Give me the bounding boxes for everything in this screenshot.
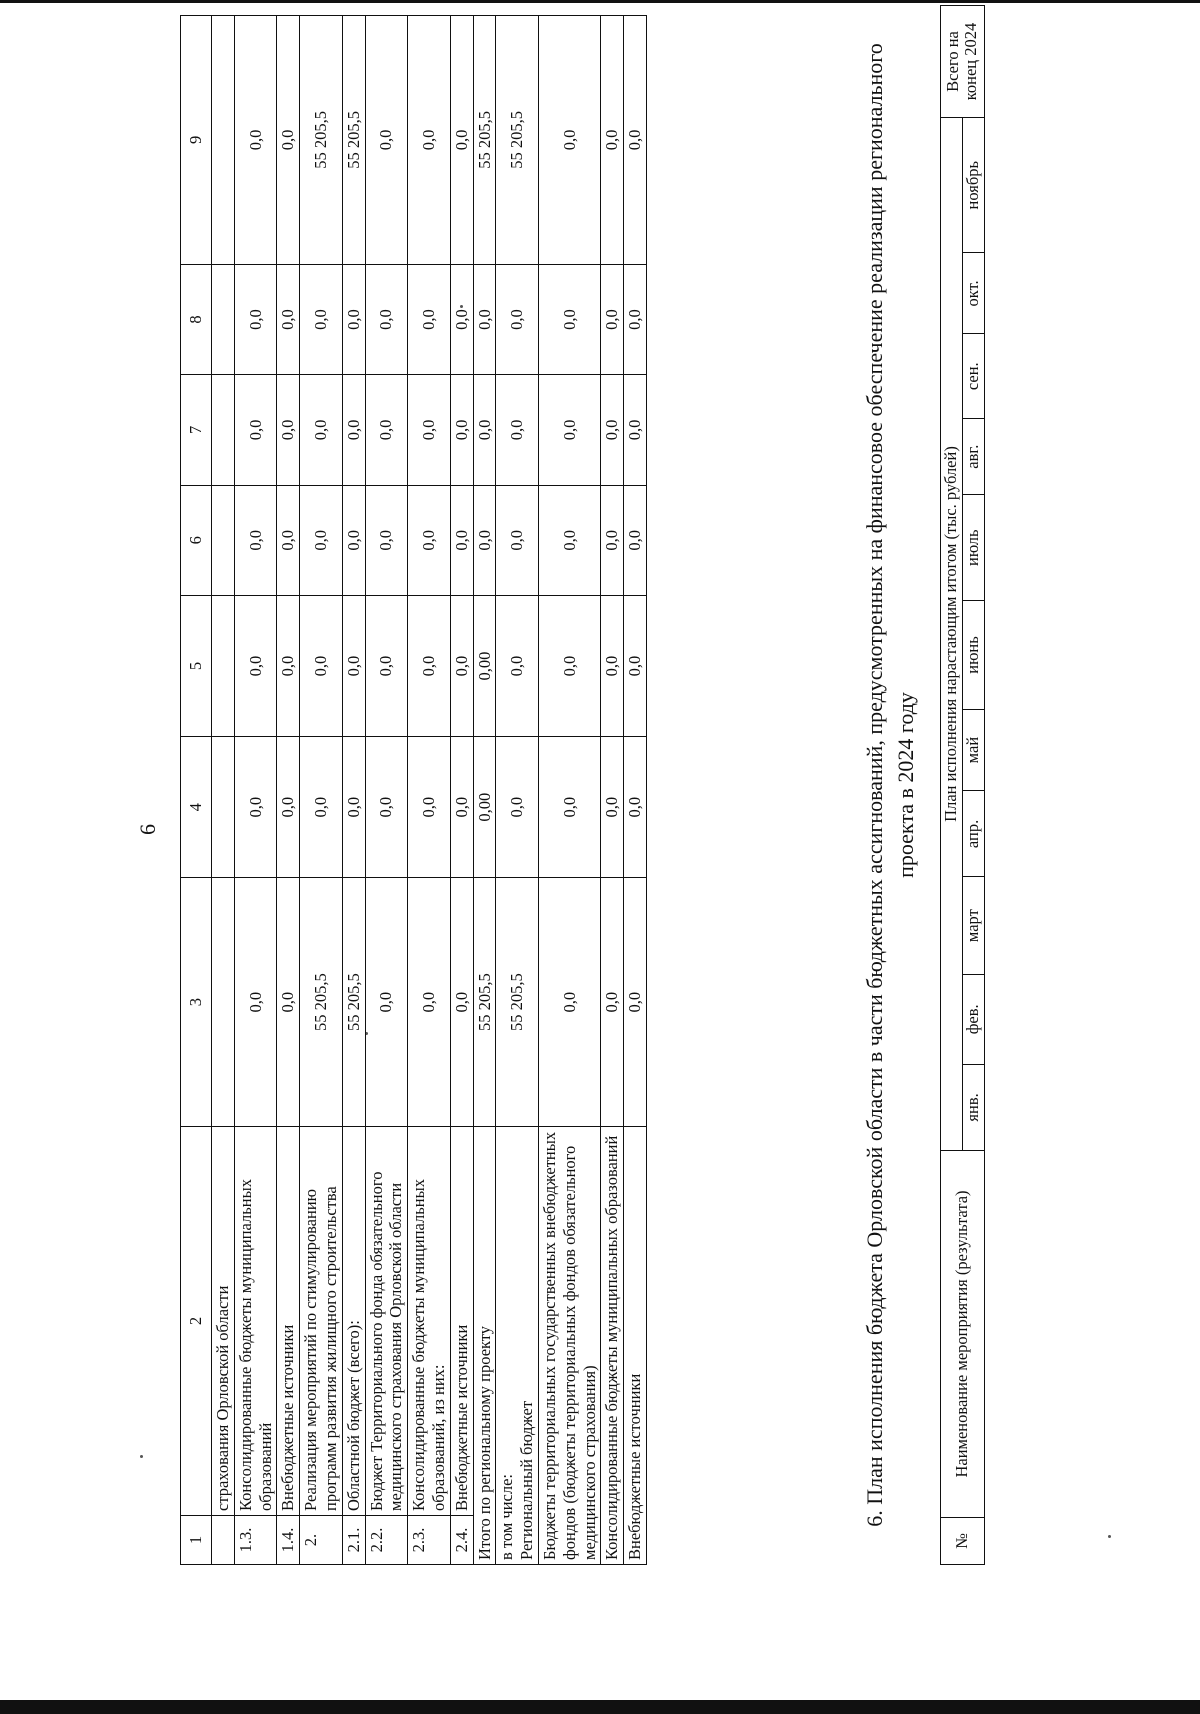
value-cell: 0,0 xyxy=(601,375,624,485)
value-cell: 0,0 xyxy=(234,375,277,485)
value-cell: 0,0 xyxy=(300,264,343,374)
row-name: Реализация мероприятий по стимулированию программ развития жилищного строительства xyxy=(300,1127,343,1516)
value-cell: 0,0 xyxy=(408,737,451,878)
value-cell: 0,0 xyxy=(234,485,277,595)
plan-table xyxy=(940,5,985,1565)
scan-speck xyxy=(1108,1535,1111,1538)
value-cell xyxy=(212,485,235,595)
page-number: 6 xyxy=(135,824,160,835)
value-cell: 0,0 xyxy=(601,737,624,878)
value-cell: 0,0 xyxy=(601,16,624,265)
value-cell: 0,0 xyxy=(624,375,647,485)
value-cell: 0,0 xyxy=(624,485,647,595)
total-row xyxy=(473,16,496,1565)
row-name: Консолидированные бюджеты муниципальных образований, из них: xyxy=(408,1127,451,1516)
row-name: Внебюджетные источники xyxy=(624,1127,647,1565)
value-cell: 0,0 xyxy=(473,375,496,485)
value-cell: 0,0 xyxy=(365,375,408,485)
value-cell: 0,0 xyxy=(408,595,451,736)
row-number: 2.2. xyxy=(365,1516,408,1565)
value-cell: 0,0 xyxy=(277,375,300,485)
value-cell: 0,0 xyxy=(365,485,408,595)
value-cell: 0,0 xyxy=(342,485,365,595)
table-row xyxy=(624,16,647,1565)
column-number-header: 9 xyxy=(181,16,212,265)
value-cell: 0,0 xyxy=(450,595,473,736)
column-number-header: 6 xyxy=(181,485,212,595)
value-cell: 0,0 xyxy=(365,878,408,1127)
column-number-header: 1 xyxy=(181,1516,212,1565)
table-row xyxy=(212,16,235,1565)
month-header: июль xyxy=(962,495,984,601)
value-cell: 0,0 xyxy=(408,264,451,374)
row-number: 2.4. xyxy=(450,1516,473,1565)
month-header: май xyxy=(962,709,984,791)
table-header-row xyxy=(181,16,212,1565)
value-cell: 0,0 xyxy=(496,264,539,374)
value-cell: 0,0 xyxy=(365,264,408,374)
row-name: в том числе: Региональный бюджет xyxy=(496,1127,539,1565)
value-cell xyxy=(212,16,235,265)
column-number-header: 7 xyxy=(181,375,212,485)
scan-edge-top xyxy=(0,0,1200,3)
month-header: ноябрь xyxy=(962,118,984,253)
value-cell: 0,0 xyxy=(450,737,473,878)
row-name: Итого по региональному проекту xyxy=(473,1127,496,1565)
value-cell: 0,0 xyxy=(538,878,600,1127)
value-cell: 0,0 xyxy=(538,485,600,595)
month-header: авг. xyxy=(962,419,984,495)
table-row xyxy=(538,16,600,1565)
value-cell xyxy=(212,737,235,878)
value-cell: 0,0 xyxy=(496,375,539,485)
value-cell: 55 205,5 xyxy=(473,878,496,1127)
value-cell: 0,0 xyxy=(450,264,473,374)
row-name: страхования Орловской области xyxy=(212,1127,235,1516)
month-header: март xyxy=(962,877,984,974)
month-header: окт. xyxy=(962,253,984,334)
value-cell: 0,0 xyxy=(234,264,277,374)
row-number: 2.1. xyxy=(342,1516,365,1565)
value-cell: 55 205,5 xyxy=(473,16,496,265)
value-cell xyxy=(212,878,235,1127)
column-number-header: 8 xyxy=(181,264,212,374)
month-header: янв. xyxy=(962,1064,984,1150)
value-cell: 0,0 xyxy=(277,485,300,595)
value-cell: 0,0 xyxy=(365,595,408,736)
value-cell: 0,0 xyxy=(601,264,624,374)
activity-name-header: Наименование мероприятия (результата) xyxy=(941,1151,985,1518)
value-cell: 0,0 xyxy=(234,16,277,265)
plan-execution-header: План исполнения нарастающим итогом (тыс. рублей) xyxy=(941,118,963,1151)
value-cell: 0,0 xyxy=(300,485,343,595)
column-number-header: 5 xyxy=(181,595,212,736)
row-number: 2.3. xyxy=(408,1516,451,1565)
value-cell: 0,0 xyxy=(365,16,408,265)
year-end-total-header: Всего на конец 2024 xyxy=(941,6,985,118)
budget-table xyxy=(180,15,647,1565)
value-cell: 0,0 xyxy=(277,16,300,265)
value-cell: 0,0 xyxy=(342,264,365,374)
value-cell: 0,0 xyxy=(538,595,600,736)
row-number xyxy=(212,1516,235,1565)
value-cell: 0,0 xyxy=(300,737,343,878)
value-cell: 0,0 xyxy=(234,595,277,736)
value-cell: 0,0 xyxy=(538,737,600,878)
value-cell: 0,00 xyxy=(473,737,496,878)
value-cell: 0,0 xyxy=(450,485,473,595)
row-number: 1.3. xyxy=(234,1516,277,1565)
table-row xyxy=(342,16,365,1565)
value-cell: 0,0 xyxy=(342,375,365,485)
table-row xyxy=(408,16,451,1565)
row-name: Областной бюджет (всего): xyxy=(342,1127,365,1516)
section-title: 6. План исполнения бюджета Орловской области в части бюджетных ассигнований, предусмотренных на финансовое обеспечение реализации регионального проекта в 2024 году xyxy=(862,43,918,1527)
value-cell: 0,0 xyxy=(601,878,624,1127)
value-cell: 0,0 xyxy=(496,485,539,595)
value-cell: 0,0 xyxy=(496,595,539,736)
value-cell: 0,0 xyxy=(624,264,647,374)
row-name: Консолидированные бюджеты муниципальных образований xyxy=(234,1127,277,1516)
column-number-header: 4 xyxy=(181,737,212,878)
value-cell: 0,0 xyxy=(300,375,343,485)
value-cell: 0,0 xyxy=(277,595,300,736)
table-row xyxy=(365,16,408,1565)
column-number-header: 3 xyxy=(181,878,212,1127)
value-cell: 0,0 xyxy=(538,264,600,374)
value-cell: 0,0 xyxy=(234,878,277,1127)
month-header: июнь xyxy=(962,601,984,710)
value-cell: 0,0 xyxy=(601,595,624,736)
number-header: № xyxy=(941,1518,985,1565)
row-name: Внебюджетные источники xyxy=(277,1127,300,1516)
row-number: 2. xyxy=(300,1516,343,1565)
rotated-page-content xyxy=(135,5,1055,1565)
value-cell: 55 205,5 xyxy=(342,878,365,1127)
value-cell: 0,0 xyxy=(277,737,300,878)
value-cell: 0,0 xyxy=(342,737,365,878)
value-cell: 0,00 xyxy=(473,595,496,736)
value-cell: 0,0 xyxy=(538,375,600,485)
value-cell: 0,0 xyxy=(365,737,408,878)
month-header: фев. xyxy=(962,974,984,1064)
column-number-header: 2 xyxy=(181,1127,212,1516)
value-cell xyxy=(212,375,235,485)
table-row xyxy=(496,16,539,1565)
value-cell: 0,0 xyxy=(450,878,473,1127)
value-cell: 55 205,5 xyxy=(496,878,539,1127)
value-cell: 0,0 xyxy=(473,485,496,595)
value-cell: 0,0 xyxy=(277,878,300,1127)
value-cell: 0,0 xyxy=(450,16,473,265)
value-cell: 0,0 xyxy=(342,595,365,736)
value-cell: 0,0 xyxy=(624,16,647,265)
value-cell: 55 205,5 xyxy=(300,878,343,1127)
value-cell: 0,0 xyxy=(277,264,300,374)
table-row xyxy=(601,16,624,1565)
table-row xyxy=(450,16,473,1565)
row-name: Внебюджетные источники xyxy=(450,1127,473,1516)
value-cell: 55 205,5 xyxy=(342,16,365,265)
row-name: Бюджеты территориальных государственных внебюджетных фондов (бюджеты территориальных фондов обязательного медицинского страхования) xyxy=(538,1127,600,1565)
value-cell: 0,0 xyxy=(496,737,539,878)
value-cell: 0,0 xyxy=(601,485,624,595)
value-cell: 0,0 xyxy=(624,878,647,1127)
value-cell: 0,0 xyxy=(408,485,451,595)
value-cell: 0,0 xyxy=(234,737,277,878)
month-header: апр. xyxy=(962,791,984,877)
table-row xyxy=(277,16,300,1565)
plan-header-row xyxy=(941,6,963,1565)
month-header: сен. xyxy=(962,334,984,419)
table-row xyxy=(300,16,343,1565)
row-name: Консолидированные бюджеты муниципальных образований xyxy=(601,1127,624,1565)
value-cell: 0,0 xyxy=(300,595,343,736)
row-name: Бюджет Территориального фонда обязательного медицинского страхования Орловской области xyxy=(365,1127,408,1516)
value-cell xyxy=(212,264,235,374)
value-cell: 0,0 xyxy=(538,16,600,265)
value-cell: 0,0 xyxy=(473,264,496,374)
value-cell xyxy=(212,595,235,736)
value-cell: 0,0 xyxy=(450,375,473,485)
value-cell: 0,0 xyxy=(408,878,451,1127)
value-cell: 0,0 xyxy=(408,375,451,485)
value-cell: 0,0 xyxy=(408,16,451,265)
value-cell: 0,0 xyxy=(624,737,647,878)
scan-edge-bottom xyxy=(0,1700,1200,1714)
table-row xyxy=(234,16,277,1565)
row-number: 1.4. xyxy=(277,1516,300,1565)
value-cell: 55 205,5 xyxy=(496,16,539,265)
value-cell: 0,0 xyxy=(624,595,647,736)
value-cell: 55 205,5 xyxy=(300,16,343,265)
